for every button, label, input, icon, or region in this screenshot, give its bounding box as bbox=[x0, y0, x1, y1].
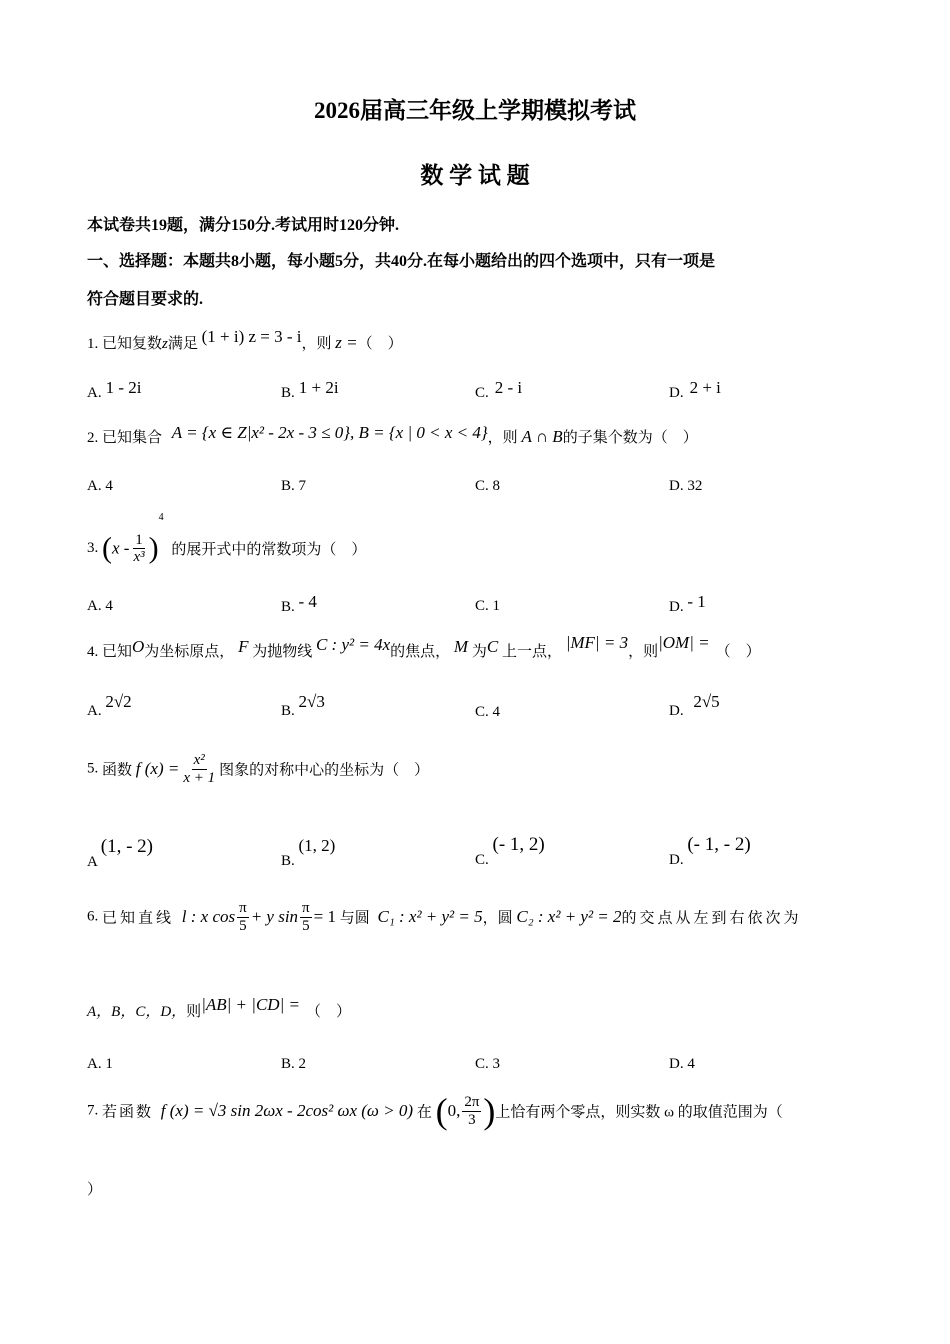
math-expression: x - bbox=[112, 538, 130, 558]
question-text: ，圆 bbox=[482, 910, 513, 927]
option-label: A. bbox=[87, 703, 102, 719]
option-value: (- 1, - 2) bbox=[687, 834, 751, 855]
question-text: 的交点从左到右依次为 bbox=[621, 910, 802, 927]
option-label: D. bbox=[669, 385, 684, 401]
question-text: 为 bbox=[471, 644, 487, 660]
option-b bbox=[281, 478, 306, 495]
right-paren: ) bbox=[483, 1091, 496, 1131]
option-value: (- 1, 2) bbox=[492, 834, 545, 855]
option-value: 4 bbox=[492, 704, 501, 720]
question-text: 若函数 bbox=[102, 1104, 154, 1121]
option-a bbox=[87, 1056, 113, 1073]
option-value: 1 + 2i bbox=[298, 378, 339, 397]
question-text: 函数 bbox=[102, 762, 133, 779]
question-1 bbox=[87, 327, 403, 353]
option-label: B. bbox=[281, 385, 295, 401]
math-expression: f (x) = bbox=[135, 759, 180, 778]
question-3 bbox=[87, 512, 366, 566]
question-text: 在 bbox=[416, 1104, 432, 1121]
exam-title: 2026届高三年级上学期模拟考试 bbox=[314, 98, 636, 123]
math-expression: C₂ : x² + y² = 2 bbox=[516, 907, 622, 926]
option-value: 4 bbox=[105, 478, 113, 494]
option-d bbox=[669, 378, 721, 402]
option-a bbox=[87, 378, 142, 402]
option-value: (1, 2) bbox=[298, 836, 336, 855]
question-6-line2 bbox=[87, 995, 351, 1021]
question-text: ，则 bbox=[487, 430, 518, 446]
math-expression: l : x cos bbox=[181, 907, 236, 926]
option-b bbox=[281, 378, 339, 402]
answer-blank: （ ） bbox=[357, 336, 403, 352]
section-heading-line1: 一、选择题：本题共8小题，每小题5分，共40分.在每小题给出的四个选项中，只有一项是 bbox=[87, 253, 716, 270]
option-value: 8 bbox=[492, 478, 501, 494]
option-c bbox=[475, 478, 500, 495]
option-value: 4 bbox=[105, 598, 113, 614]
option-label: B. bbox=[281, 703, 295, 719]
option-c bbox=[475, 598, 500, 615]
question-text: 为抛物线 bbox=[252, 644, 313, 660]
option-value: - 4 bbox=[298, 592, 317, 611]
option-a bbox=[87, 598, 113, 615]
option-label: B. bbox=[281, 1056, 295, 1072]
fraction-numerator: π bbox=[239, 900, 247, 916]
question-text: 则 bbox=[186, 1004, 202, 1020]
option-a bbox=[87, 836, 153, 870]
subject-title: 数 学 试 题 bbox=[420, 163, 530, 188]
option-b bbox=[281, 692, 325, 720]
option-label: A bbox=[87, 854, 98, 870]
fraction-numerator: 2π bbox=[464, 1094, 480, 1110]
question-text: ，则 bbox=[628, 644, 659, 660]
option-a bbox=[87, 692, 132, 720]
option-d bbox=[669, 1056, 695, 1073]
question-4 bbox=[87, 633, 761, 661]
math-expression: A = {x ∈ Z|x² - 2x - 3 ≤ 0}, B = {x | 0 < x < 4} bbox=[171, 423, 488, 442]
option-value: 2√2 bbox=[105, 692, 132, 711]
fraction-denominator: 5 bbox=[239, 917, 247, 934]
math-expression: A ∩ B bbox=[521, 427, 563, 446]
section-heading-line2: 符合题目要求的. bbox=[87, 291, 204, 308]
option-value: 1 - 2i bbox=[105, 378, 142, 397]
point-labels: A，B，C，D， bbox=[87, 1004, 187, 1020]
question-number: 7. bbox=[87, 1102, 99, 1119]
answer-blank: （ ） bbox=[305, 1004, 351, 1020]
option-label: D. bbox=[669, 1056, 684, 1072]
option-label: C. bbox=[475, 704, 489, 720]
question-text: 图象的对称中心的坐标为（ ） bbox=[219, 762, 430, 779]
question-number: 1. bbox=[87, 336, 99, 352]
option-value: 1 bbox=[492, 598, 501, 614]
question-text: ，则 bbox=[301, 336, 332, 352]
option-label: C. bbox=[475, 598, 489, 614]
option-d bbox=[669, 834, 751, 868]
fraction-denominator: x³ bbox=[133, 549, 145, 566]
math-fraction bbox=[462, 1094, 481, 1128]
option-label: A. bbox=[87, 478, 102, 494]
question-text: 已知 bbox=[102, 644, 133, 660]
question-7 bbox=[87, 1090, 783, 1132]
math-var: z bbox=[162, 336, 168, 352]
math-expression: z = bbox=[335, 333, 358, 352]
fraction-numerator: π bbox=[302, 900, 310, 916]
math-expression: |AB| + |CD| = bbox=[201, 995, 300, 1014]
question-text: 的子集个数为（ ） bbox=[562, 430, 698, 446]
option-label: B. bbox=[281, 599, 295, 615]
question-text: 与圆 bbox=[339, 910, 370, 927]
question-6 bbox=[87, 900, 802, 934]
fraction-denominator: x + 1 bbox=[183, 769, 216, 786]
right-paren: ) bbox=[148, 531, 159, 565]
option-d bbox=[669, 692, 720, 720]
math-expression: |OM| = bbox=[658, 633, 710, 652]
option-value: (1, - 2) bbox=[100, 836, 153, 857]
question-number: 2. bbox=[87, 430, 99, 446]
option-label: A. bbox=[87, 385, 102, 401]
math-expression: = 1 bbox=[313, 907, 336, 926]
option-b bbox=[281, 592, 317, 616]
question-text: 上恰有两个零点，则实数 ω 的取值范围为（ bbox=[495, 1104, 783, 1121]
option-label: D. bbox=[669, 599, 684, 615]
question-text: 已知复数 bbox=[102, 336, 163, 352]
math-expression: (1 + i) z = 3 - i bbox=[201, 327, 302, 346]
option-c bbox=[475, 834, 545, 868]
math-expression: |MF| = 3 bbox=[565, 633, 629, 652]
option-value: 2 bbox=[298, 1056, 307, 1072]
option-value: 2√3 bbox=[298, 692, 325, 711]
option-c bbox=[475, 1056, 500, 1073]
question-7-close: ） bbox=[87, 1182, 103, 1198]
option-label: B. bbox=[281, 478, 295, 494]
question-number: 6. bbox=[87, 908, 99, 925]
option-d bbox=[669, 478, 702, 495]
option-b bbox=[281, 1056, 306, 1073]
question-number: 3. bbox=[87, 540, 99, 557]
question-text: 为坐标原点， bbox=[144, 644, 235, 660]
math-var: O bbox=[132, 637, 145, 656]
option-label: D. bbox=[669, 852, 684, 868]
option-label: C. bbox=[475, 1056, 489, 1072]
fraction-numerator: 1 bbox=[135, 531, 143, 548]
math-expression: C₁ : x² + y² = 5 bbox=[377, 907, 483, 926]
question-number: 4. bbox=[87, 644, 99, 660]
fraction-denominator: 3 bbox=[468, 1111, 476, 1128]
math-fraction bbox=[237, 900, 249, 934]
question-2 bbox=[87, 423, 698, 447]
option-label: C. bbox=[475, 852, 489, 868]
left-paren: ( bbox=[435, 1091, 448, 1131]
option-b bbox=[281, 836, 336, 869]
math-fraction bbox=[131, 532, 146, 566]
answer-blank: （ ） bbox=[715, 644, 761, 660]
math-expression: f (x) = √3 sin 2ωx - 2cos² ωx (ω > 0) bbox=[160, 1101, 414, 1120]
question-text: 上一点， bbox=[501, 644, 562, 660]
option-label: D. bbox=[669, 478, 684, 494]
math-expression: + y sin bbox=[250, 907, 299, 926]
question-number: 5. bbox=[87, 760, 99, 777]
fraction-numerator: x² bbox=[193, 752, 205, 768]
option-value: - 1 bbox=[687, 592, 706, 611]
option-d bbox=[669, 592, 706, 616]
math-expression: 0, bbox=[447, 1101, 461, 1120]
math-var: M bbox=[453, 637, 469, 656]
option-c bbox=[475, 378, 523, 402]
question-text: 满足 bbox=[167, 336, 198, 352]
option-value: 3 bbox=[492, 1056, 501, 1072]
option-c bbox=[475, 704, 500, 721]
math-var: C bbox=[486, 637, 499, 656]
question-5 bbox=[87, 752, 429, 786]
option-value: 7 bbox=[298, 478, 307, 494]
question-text: 已知集合 bbox=[102, 430, 163, 446]
fraction-denominator: 5 bbox=[302, 917, 310, 934]
option-label: C. bbox=[475, 385, 489, 401]
exponent: 4 bbox=[158, 512, 164, 523]
exam-instructions: 本试卷共19题，满分150分.考试用时120分钟. bbox=[87, 217, 400, 234]
question-text: 已知直线 bbox=[102, 910, 175, 927]
math-fraction bbox=[300, 900, 312, 934]
option-label: A. bbox=[87, 598, 102, 614]
option-label: D. bbox=[669, 703, 684, 719]
left-paren: ( bbox=[102, 531, 112, 565]
option-a bbox=[87, 478, 113, 495]
math-fraction bbox=[181, 752, 217, 786]
question-text: 的展开式中的常数项为（ ） bbox=[171, 542, 367, 559]
option-value: 2√5 bbox=[693, 692, 720, 711]
math-var: F bbox=[238, 637, 249, 656]
option-value: 32 bbox=[687, 478, 703, 494]
option-value: 4 bbox=[687, 1056, 695, 1072]
option-label: A. bbox=[87, 1056, 102, 1072]
math-expression: C : y² = 4x bbox=[315, 635, 391, 654]
option-value: 1 bbox=[105, 1056, 113, 1072]
option-value: 2 - i bbox=[494, 378, 523, 397]
option-value: 2 + i bbox=[689, 378, 721, 397]
option-label: C. bbox=[475, 478, 489, 494]
question-text: 的焦点， bbox=[390, 644, 451, 660]
option-label: B. bbox=[281, 853, 295, 869]
